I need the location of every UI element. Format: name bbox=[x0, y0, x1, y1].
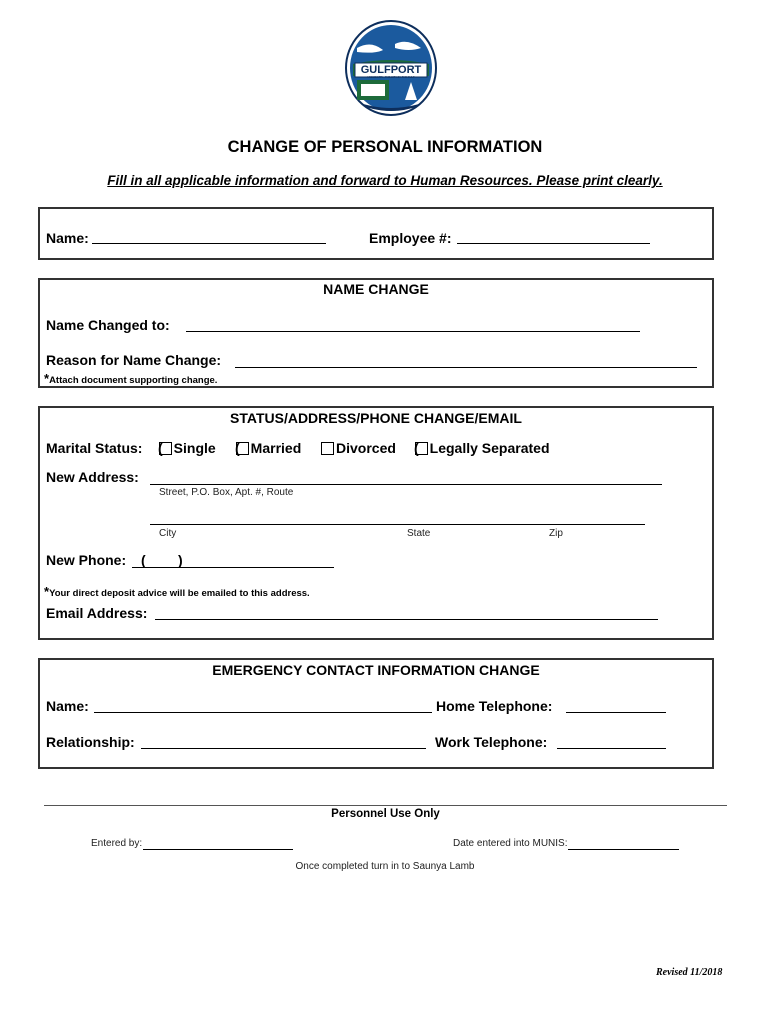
name-changed-to-label: Name Changed to: bbox=[46, 317, 170, 333]
name-field[interactable] bbox=[92, 243, 326, 244]
note-star: * bbox=[44, 584, 50, 599]
street-hint: Street, P.O. Box, Apt. #, Route bbox=[159, 487, 294, 498]
instruction-text: Fill in all applicable information and forward to Human Resources. Please print clearly. bbox=[107, 173, 663, 188]
emergency-name-label: Name: bbox=[46, 698, 89, 714]
option-divorced-label: Divorced bbox=[336, 440, 396, 456]
phone-paren-close: ) bbox=[178, 552, 183, 568]
name-changed-to-field[interactable] bbox=[186, 331, 640, 332]
reason-label: Reason for Name Change: bbox=[46, 352, 222, 368]
name-label: Name: bbox=[46, 230, 89, 246]
name-change-heading: NAME CHANGE bbox=[323, 281, 429, 297]
option-legally-separated[interactable] bbox=[414, 440, 550, 456]
paren-open: ( bbox=[158, 440, 163, 456]
marital-status-label: Marital Status: bbox=[46, 440, 143, 456]
entered-by-label: Entered by: bbox=[91, 838, 143, 849]
seal-subtext: MISSISSIPPI · THE CITY BY THE GULF bbox=[367, 76, 415, 79]
city-state-zip-field[interactable] bbox=[150, 524, 645, 525]
city-hint: City bbox=[159, 528, 177, 539]
emergency-heading: EMERGENCY CONTACT INFORMATION CHANGE bbox=[212, 662, 540, 678]
date-entered-field[interactable] bbox=[568, 849, 679, 850]
work-telephone-field[interactable] bbox=[557, 748, 666, 749]
paren-open: ( bbox=[235, 440, 240, 456]
city-seal-logo bbox=[345, 20, 437, 116]
emergency-name-field[interactable] bbox=[94, 712, 432, 713]
instruction-body: Fill in all applicable information and forward to Human Resources. Please print clearly bbox=[107, 173, 659, 188]
paren-open: ( bbox=[414, 440, 419, 456]
note-text: Your direct deposit advice will be emailed to this address. bbox=[49, 588, 310, 599]
status-heading: STATUS/ADDRESS/PHONE CHANGE/EMAIL bbox=[230, 410, 522, 426]
home-telephone-label: Home Telephone: bbox=[436, 698, 553, 714]
relationship-label: Relationship: bbox=[46, 734, 135, 750]
seal-graphic bbox=[345, 20, 437, 116]
employee-number-field[interactable] bbox=[457, 243, 650, 244]
page-title: CHANGE OF PERSONAL INFORMATION bbox=[227, 138, 543, 156]
checkbox-married[interactable] bbox=[236, 442, 249, 455]
option-single-label: Single bbox=[173, 440, 216, 456]
date-entered-label: Date entered into MUNIS: bbox=[453, 838, 568, 849]
new-address-label: New Address: bbox=[46, 469, 139, 485]
note-text: Attach document supporting change. bbox=[49, 375, 218, 386]
name-change-note bbox=[44, 370, 217, 388]
work-telephone-label: Work Telephone: bbox=[435, 734, 548, 750]
completion-instruction: Once completed turn in to Saunya Lamb bbox=[295, 861, 475, 872]
entered-by-field[interactable] bbox=[143, 849, 293, 850]
new-phone-field[interactable] bbox=[132, 567, 334, 568]
option-divorced[interactable] bbox=[321, 440, 396, 456]
option-legally-separated-label: Legally Separated bbox=[429, 440, 550, 456]
home-telephone-field[interactable] bbox=[566, 712, 666, 713]
checkbox-legally-separated[interactable] bbox=[415, 442, 428, 455]
email-address-field[interactable] bbox=[155, 619, 658, 620]
option-single[interactable] bbox=[158, 440, 216, 456]
seal-text: GULFPORT bbox=[360, 64, 422, 76]
revised-date: Revised 11/2018 bbox=[656, 967, 723, 978]
reason-field[interactable] bbox=[235, 367, 697, 368]
personnel-divider bbox=[44, 805, 727, 806]
email-address-label: Email Address: bbox=[46, 605, 148, 621]
personnel-heading: Personnel Use Only bbox=[331, 808, 440, 820]
checkbox-divorced[interactable] bbox=[321, 442, 334, 455]
relationship-field[interactable] bbox=[141, 748, 426, 749]
zip-hint: Zip bbox=[549, 528, 563, 539]
new-phone-label: New Phone: bbox=[46, 552, 127, 568]
street-field[interactable] bbox=[150, 484, 662, 485]
phone-paren-open: ( bbox=[141, 552, 146, 568]
note-star: * bbox=[44, 371, 50, 386]
option-married-label: Married bbox=[250, 440, 302, 456]
email-note bbox=[44, 583, 310, 601]
employee-number-label: Employee #: bbox=[369, 230, 452, 246]
checkbox-single[interactable] bbox=[159, 442, 172, 455]
option-married[interactable] bbox=[235, 440, 301, 456]
state-hint: State bbox=[407, 528, 431, 539]
